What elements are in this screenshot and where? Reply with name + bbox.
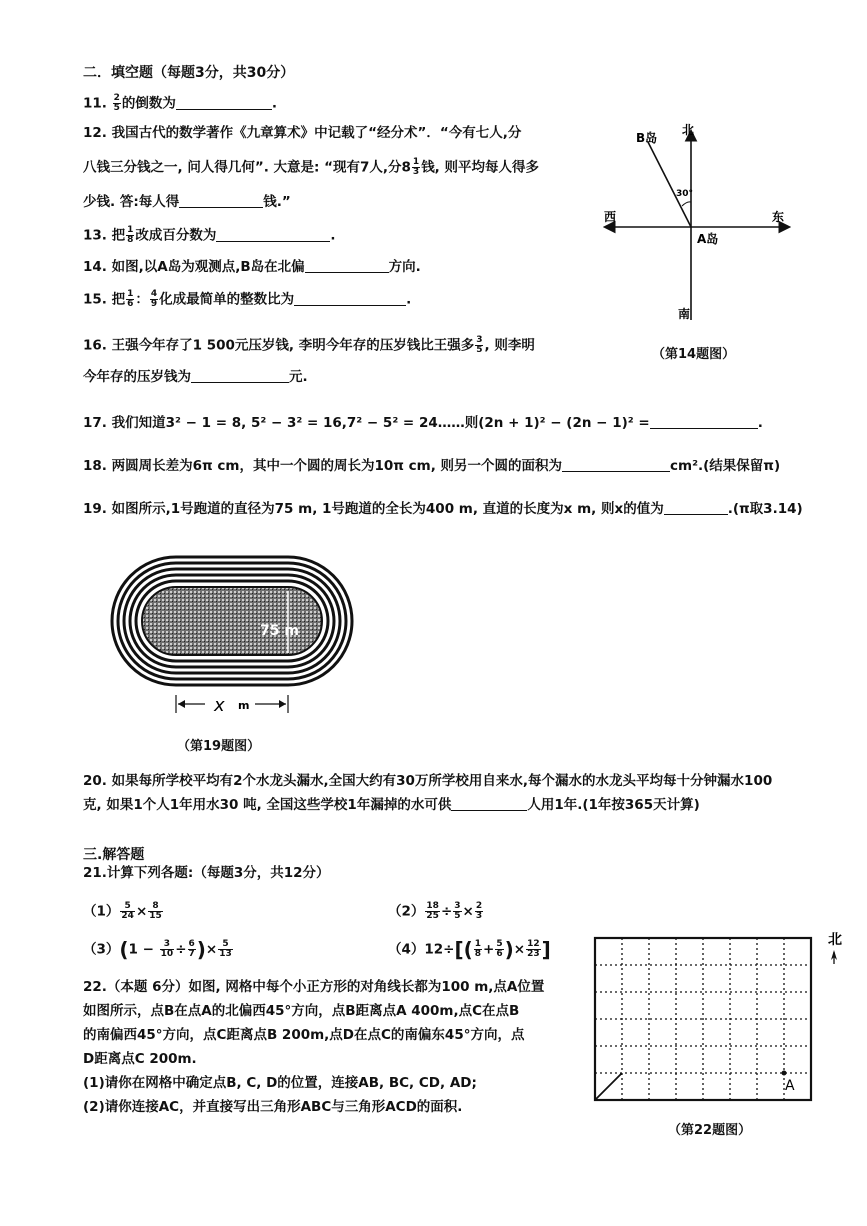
- q11-fraction-numerator: 2: [113, 93, 120, 103]
- question-14: [83, 258, 421, 276]
- diagonal-segment: [595, 1073, 622, 1100]
- question-19: [83, 500, 803, 518]
- q15-fraction-1: [126, 290, 134, 309]
- q21-3-fraction-a: [160, 940, 175, 959]
- question-17: 17. 我们知道3² − 1 = 8, 5² − 3² = 16,7² − 5² = 24……则(2n + 1)² − (2n − 1)² = .: [83, 415, 763, 431]
- q15-fraction-2: [150, 290, 158, 309]
- q12-line-2-b: 钱, 则平均每人得多: [421, 159, 540, 176]
- diameter-label: 75 m: [260, 623, 299, 639]
- q12-answer-blank[interactable]: [179, 193, 263, 208]
- q21-part-3: （3）(1 − $\frac{3}{10}$ ÷ $\frac{6}{7}$ )× $\frac{5}{13}$: [83, 937, 232, 962]
- a-island-label: A岛: [697, 232, 719, 246]
- q17-text: 17. 我们知道3² − 1 = 8, 5² − 3² = 16,7² − 5² = 24……则(2n + 1)² − (2n − 1)² =: [83, 415, 650, 431]
- q20-line-2-b: 人用1年.(1年按365天计算): [527, 797, 700, 813]
- question-15: 15. 把 $\frac{1}{6}$ ： $\frac{4}{9}$ 化成最简单的整数比为 .: [83, 289, 412, 309]
- q16-line-2-b: 元.: [289, 369, 308, 385]
- section-2-title: 二．填空题（每题3分，共30分）: [83, 65, 295, 81]
- q15-text-b: 化成最简单的整数比为: [159, 291, 295, 308]
- q22-line-4: D距离点C 200m.: [83, 1051, 197, 1067]
- q16-line-2: [83, 368, 308, 386]
- north-label: 北: [828, 932, 842, 948]
- paren-close: ): [504, 937, 514, 962]
- paren-close: ): [196, 937, 206, 962]
- q21-1-fraction-b: [148, 902, 163, 921]
- q21-3-fraction-b: [188, 940, 196, 959]
- q19-text-b: .(π取3.14): [727, 501, 803, 517]
- q12-line-1: 12. 我国古代的数学著作《九章算术》中记载了“经分术”．“今有七人,分: [83, 125, 522, 141]
- b-island-label: B岛: [636, 131, 658, 145]
- q21-part-3-label: （3）: [83, 941, 120, 958]
- frac-num: 3: [454, 901, 461, 911]
- frac-den: 24: [121, 911, 134, 921]
- frac-num: 5: [496, 939, 503, 949]
- q21-1-fraction-a: [120, 902, 135, 921]
- frac-den: 7: [188, 949, 195, 959]
- q18-text-b: cm².(结果保留π): [670, 458, 781, 474]
- q12-fraction-numerator: 1: [412, 157, 420, 167]
- q16-line-2-a: 今年存的压岁钱为: [83, 369, 191, 385]
- q11-number: 11.: [83, 95, 107, 112]
- frac-den: 23: [527, 949, 540, 959]
- q16-line-1-a: 16. 王强今年存了1 500元压岁钱, 李明今年存的压岁钱比王强多: [83, 337, 475, 354]
- question-18: [83, 457, 780, 475]
- question-11: 11. $\frac{2}{5}$ 的倒数为 .: [83, 93, 278, 113]
- frac-num: 6: [188, 939, 195, 949]
- q15-fraction-1-denominator: 6: [127, 299, 134, 309]
- frac-num: 8: [148, 902, 163, 912]
- q21-4-fraction-a: [474, 940, 482, 959]
- frac-den: 13: [219, 949, 232, 959]
- q19-answer-blank[interactable]: [664, 500, 728, 515]
- x-arrowhead-left: [178, 700, 185, 708]
- q22-line-3: 的南偏西45°方向，点C距离点B 200m,点D在点C的南偏东45°方向，点: [83, 1027, 525, 1043]
- q13-text-b: 改成百分数为: [135, 227, 217, 244]
- q21-4-fraction-c: [526, 940, 541, 959]
- south-label: 南: [678, 307, 691, 321]
- q21-part-2-label: （2）: [388, 903, 425, 920]
- paren-open: (: [119, 937, 129, 962]
- angle-arc: [682, 202, 691, 206]
- frac-den: 15: [149, 911, 162, 921]
- frac-den: 3: [475, 911, 483, 921]
- q21-2-fraction-c: [475, 902, 483, 921]
- figure-22-caption: （第22题图）: [668, 1123, 752, 1138]
- q15-fraction-1-numerator: 1: [127, 289, 134, 299]
- q21-heading: 21.计算下列各题:（每题3分，共12分）: [83, 865, 330, 881]
- q14-text-a: 14. 如图,以A岛为观测点,B岛在北偏: [83, 259, 305, 275]
- q14-text-b: 方向.: [388, 259, 421, 275]
- x-label: x: [214, 695, 225, 716]
- q16-line-1: [83, 336, 535, 355]
- q18-text-a: 18. 两圆周长差为6π cm，其中一个圆的周长为10π cm, 则另一个圆的面积为: [83, 458, 563, 474]
- q15-fraction-2-denominator: 9: [150, 299, 158, 309]
- q11-fraction-denominator: 5: [113, 103, 120, 113]
- q15-text-a: 15. 把: [83, 291, 126, 308]
- frac-num: 2: [475, 901, 483, 911]
- angle-label: 30°: [676, 189, 694, 199]
- figure-19-track: [110, 555, 360, 730]
- question-13: 13. 把 $\frac{1}{8}$ 改成百分数为 .: [83, 225, 336, 245]
- q16-fraction-denominator: 5: [476, 345, 483, 355]
- frac-num: 5: [120, 902, 135, 912]
- frac-num: 18: [426, 901, 439, 911]
- north-label: 北: [682, 123, 695, 137]
- frac-num: 12: [527, 939, 540, 949]
- grid-dashed-lines: [595, 938, 811, 1100]
- q22-line-5: (1)请你在网格中确定点B, C, D的位置，连接AB, BC, CD, AD;: [83, 1075, 477, 1091]
- q13-fraction-denominator: 8: [127, 235, 134, 245]
- q21-part-4-label: （4）12÷: [388, 941, 455, 958]
- q11-text: 的倒数为: [121, 95, 176, 112]
- frac-num: 5: [218, 940, 233, 950]
- q15-fraction-2-numerator: 4: [150, 289, 158, 299]
- q12-line-3: [83, 193, 291, 211]
- bracket-close: ]: [541, 937, 551, 962]
- q13-text-a: 13. 把: [83, 227, 126, 244]
- section-3-title: 三.解答题: [83, 847, 145, 863]
- q13-fraction: [126, 226, 134, 245]
- q11-answer-blank[interactable]: [176, 95, 272, 110]
- figure-14-compass: [596, 120, 796, 330]
- q17-answer-blank[interactable]: [650, 414, 758, 429]
- frac-den: 25: [426, 911, 439, 921]
- x-arrowhead-right: [279, 700, 286, 708]
- paren-open: (: [463, 937, 473, 962]
- east-label: 东: [772, 210, 785, 224]
- q15-colon: ：: [135, 291, 149, 308]
- frac-den: 10: [160, 949, 174, 959]
- q14-answer-blank[interactable]: [305, 258, 389, 273]
- q13-answer-blank[interactable]: [216, 227, 330, 242]
- bracket-open: [: [454, 937, 464, 962]
- q20-line-2: [83, 796, 700, 814]
- x-unit-label: m: [238, 699, 250, 712]
- frac-den: 6: [496, 949, 503, 959]
- q22-line-1: 22.（本题 6分）如图, 网格中每个小正方形的对角线长都为100 m,点A位置: [83, 979, 545, 995]
- q21-part-1: （1） $\frac{5}{24}$ × $\frac{8}{15}$: [83, 901, 162, 921]
- q16-fraction: [475, 336, 483, 355]
- frac-num: 1: [474, 939, 482, 949]
- west-label: 西: [604, 210, 617, 224]
- ab-direction-line: [648, 142, 694, 227]
- figure-14-caption: （第14题图）: [652, 347, 736, 362]
- q21-2-fraction-a: [425, 902, 440, 921]
- q13-fraction-numerator: 1: [127, 225, 134, 235]
- q12-line-2: [83, 158, 539, 177]
- q21-part-1-label: （1）: [83, 903, 120, 920]
- q11-fraction: [113, 94, 121, 113]
- q16-answer-blank[interactable]: [191, 368, 289, 383]
- q21-3-fraction-c: [218, 940, 233, 959]
- frac-num: 3: [160, 940, 175, 950]
- q15-answer-blank[interactable]: [294, 291, 406, 306]
- q12-fraction: [412, 158, 420, 177]
- q20-line-1: 20. 如果每所学校平均有2个水龙头漏水,全国大约有30万所学校用自来水,每个漏水的水龙头平均每十分钟漏水100: [83, 773, 773, 789]
- figure-19-caption: （第19题图）: [177, 739, 261, 754]
- q12-line-3-b: 钱.”: [263, 194, 291, 210]
- q19-text-a: 19. 如图所示,1号跑道的直径为75 m, 1号跑道的全长为400 m, 直道的长度为x m, 则x的值为: [83, 501, 664, 517]
- q20-line-2-a: 克, 如果1个人1年用水30 吨, 全国这些学校1年漏掉的水可供: [83, 797, 452, 813]
- q21-2-fraction-b: [453, 902, 461, 921]
- point-a-dot: [782, 1071, 787, 1076]
- q22-line-6: (2)请你连接AC，并直接写出三角形ABC与三角形ACD的面积.: [83, 1099, 463, 1115]
- frac-den: 5: [454, 911, 461, 921]
- q18-answer-blank[interactable]: [562, 457, 670, 472]
- track-infield: [142, 587, 322, 655]
- q16-line-1-b: , 则李明: [484, 337, 535, 354]
- figure-22-grid: [590, 932, 852, 1108]
- point-a-label: A: [785, 1078, 795, 1094]
- q12-line-3-a: 少钱. 答:每人得: [83, 194, 180, 210]
- q16-fraction-numerator: 3: [476, 335, 483, 345]
- q21-part-4: （4）12÷[( $\frac{1}{8}$ + $\frac{5}{6}$ )× $\frac{12}{23}$ ]: [388, 937, 551, 962]
- q21-part-2: （2） $\frac{18}{25}$ ÷ $\frac{3}{5}$ × $\frac{2}{3}$: [388, 901, 483, 921]
- frac-den: 8: [474, 949, 482, 959]
- q21-4-fraction-b: [495, 940, 503, 959]
- q12-fraction-denominator: 3: [412, 167, 420, 177]
- q12-line-2-a: 八钱三分钱之一, 问人得几何”. 大意是: “现有7人,分8: [83, 159, 411, 176]
- q20-answer-blank[interactable]: [451, 796, 527, 811]
- q22-line-2: 如图所示，点B在点A的北偏西45°方向，点B距离点A 400m,点C在点B: [83, 1003, 520, 1019]
